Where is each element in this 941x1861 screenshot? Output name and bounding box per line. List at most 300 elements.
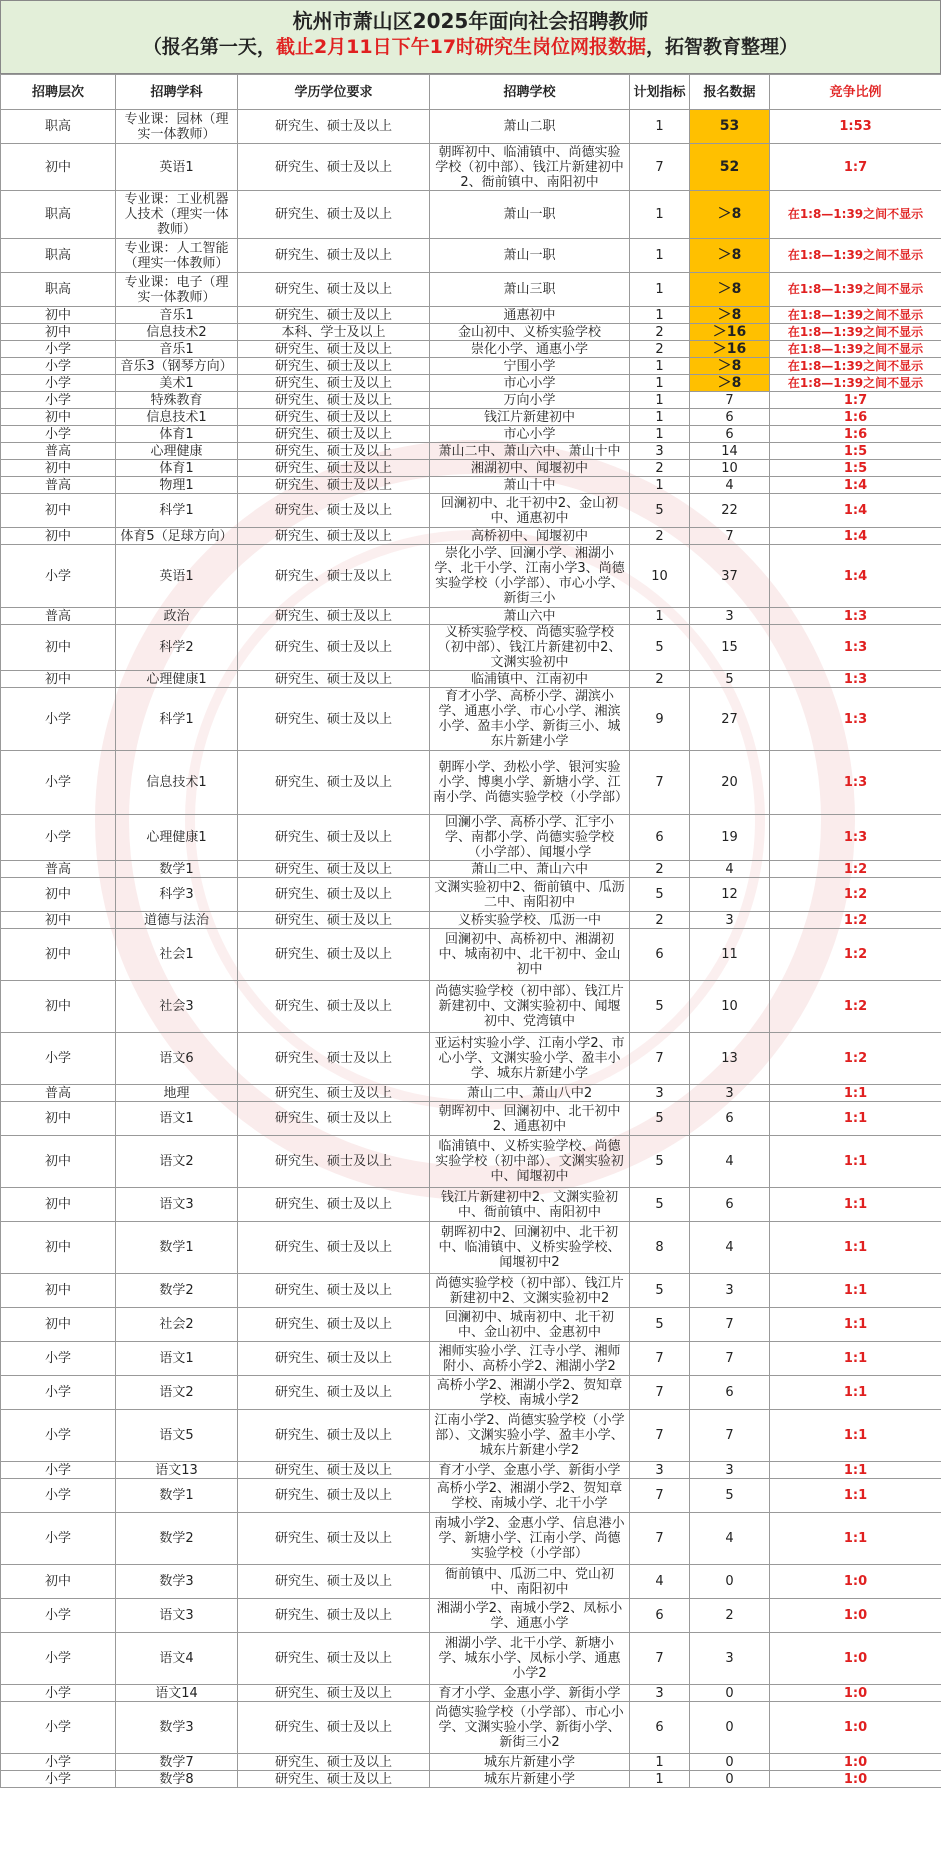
cell-plan: 1 — [630, 1771, 690, 1788]
cell-education: 研究生、硕士及以上 — [238, 1479, 430, 1513]
cell-level: 初中 — [1, 929, 116, 981]
cell-subject: 语文4 — [116, 1633, 238, 1685]
cell-plan: 2 — [630, 460, 690, 477]
cell-level: 小学 — [1, 1376, 116, 1410]
col-header-level: 招聘层次 — [1, 75, 116, 110]
cell-education: 研究生、硕士及以上 — [238, 545, 430, 608]
table-row — [1, 1308, 941, 1342]
cell-education: 研究生、硕士及以上 — [238, 1102, 430, 1136]
page-header — [0, 0, 941, 74]
cell-school: 万向小学 — [430, 392, 630, 409]
cell-subject: 专业课：园林（理实一体教师） — [116, 110, 238, 144]
cell-applicants: ＞16 — [690, 341, 770, 358]
cell-plan: 1 — [630, 608, 690, 625]
cell-applicants: 14 — [690, 443, 770, 460]
cell-level: 初中 — [1, 981, 116, 1033]
cell-school: 育才小学、金惠小学、新街小学 — [430, 1462, 630, 1479]
cell-applicants: 0 — [690, 1754, 770, 1771]
cell-education: 研究生、硕士及以上 — [238, 878, 430, 912]
cell-applicants: 3 — [690, 1633, 770, 1685]
table-row — [1, 324, 941, 341]
cell-applicants: 3 — [690, 1274, 770, 1308]
cell-school: 萧山二中、萧山六中、萧山十中 — [430, 443, 630, 460]
cell-plan: 5 — [630, 1102, 690, 1136]
cell-plan: 1 — [630, 426, 690, 443]
cell-applicants: 4 — [690, 1513, 770, 1565]
cell-level: 初中 — [1, 1565, 116, 1599]
cell-subject: 科学2 — [116, 625, 238, 671]
cell-school: 高桥初中、闻堰初中 — [430, 528, 630, 545]
cell-ratio: 1:4 — [770, 545, 941, 608]
cell-plan: 6 — [630, 815, 690, 861]
cell-ratio: 1:2 — [770, 929, 941, 981]
cell-subject: 政治 — [116, 608, 238, 625]
cell-education: 研究生、硕士及以上 — [238, 1702, 430, 1754]
cell-school: 南城小学2、金惠小学、信息港小学、新塘小学、江南小学、尚德实验学校（小学部） — [430, 1513, 630, 1565]
cell-education: 研究生、硕士及以上 — [238, 688, 430, 751]
cell-education: 研究生、硕士及以上 — [238, 1462, 430, 1479]
cell-ratio: 1:3 — [770, 608, 941, 625]
table-body — [1, 110, 941, 1788]
cell-level: 小学 — [1, 426, 116, 443]
cell-plan: 5 — [630, 625, 690, 671]
cell-applicants: 37 — [690, 545, 770, 608]
cell-level: 小学 — [1, 1702, 116, 1754]
table-row — [1, 1342, 941, 1376]
cell-plan: 1 — [630, 375, 690, 392]
table-row — [1, 426, 941, 443]
cell-subject: 语文2 — [116, 1376, 238, 1410]
cell-level: 初中 — [1, 409, 116, 426]
cell-applicants: 53 — [690, 110, 770, 144]
cell-plan: 5 — [630, 494, 690, 528]
cell-school: 回澜初中、高桥初中、湘湖初中、城南初中、北干初中、金山初中 — [430, 929, 630, 981]
cell-subject: 数学8 — [116, 1771, 238, 1788]
cell-subject: 语文6 — [116, 1033, 238, 1085]
cell-school: 市心小学 — [430, 426, 630, 443]
cell-education: 研究生、硕士及以上 — [238, 625, 430, 671]
cell-education: 研究生、硕士及以上 — [238, 751, 430, 815]
cell-education: 研究生、硕士及以上 — [238, 671, 430, 688]
cell-applicants: ＞8 — [690, 273, 770, 307]
cell-level: 小学 — [1, 358, 116, 375]
cell-subject: 科学1 — [116, 688, 238, 751]
cell-level: 小学 — [1, 1771, 116, 1788]
cell-level: 小学 — [1, 1599, 116, 1633]
cell-ratio: 1:0 — [770, 1754, 941, 1771]
cell-school: 宁围小学 — [430, 358, 630, 375]
cell-ratio: 1:3 — [770, 688, 941, 751]
cell-level: 普高 — [1, 477, 116, 494]
cell-education: 研究生、硕士及以上 — [238, 358, 430, 375]
cell-applicants: ＞8 — [690, 358, 770, 375]
cell-ratio: 1:5 — [770, 443, 941, 460]
cell-level: 初中 — [1, 494, 116, 528]
cell-ratio: 1:1 — [770, 1462, 941, 1479]
cell-school: 湘湖小学、北干小学、新塘小学、城东小学、凤标小学、通惠小学2 — [430, 1633, 630, 1685]
cell-plan: 2 — [630, 671, 690, 688]
cell-applicants: 20 — [690, 751, 770, 815]
cell-level: 职高 — [1, 239, 116, 273]
table-row — [1, 110, 941, 144]
cell-subject: 音乐3（钢琴方向） — [116, 358, 238, 375]
cell-ratio: 1:1 — [770, 1222, 941, 1274]
cell-level: 初中 — [1, 878, 116, 912]
cell-education: 研究生、硕士及以上 — [238, 929, 430, 981]
table-row — [1, 1754, 941, 1771]
table-row — [1, 1565, 941, 1599]
table-row — [1, 929, 941, 981]
cell-ratio: 1:2 — [770, 878, 941, 912]
cell-ratio: 1:1 — [770, 1342, 941, 1376]
cell-education: 研究生、硕士及以上 — [238, 1085, 430, 1102]
cell-education: 研究生、硕士及以上 — [238, 1222, 430, 1274]
col-header-applicants: 报名数据 — [690, 75, 770, 110]
cell-ratio: 1:1 — [770, 1513, 941, 1565]
cell-applicants: ＞8 — [690, 191, 770, 239]
cell-subject: 音乐1 — [116, 307, 238, 324]
col-header-school: 招聘学校 — [430, 75, 630, 110]
cell-education: 研究生、硕士及以上 — [238, 1274, 430, 1308]
cell-ratio: 1:6 — [770, 426, 941, 443]
table-header-row — [1, 75, 941, 110]
cell-subject: 数学3 — [116, 1702, 238, 1754]
cell-applicants: 10 — [690, 981, 770, 1033]
cell-level: 职高 — [1, 273, 116, 307]
cell-subject: 数学1 — [116, 861, 238, 878]
table-row — [1, 191, 941, 239]
cell-subject: 社会1 — [116, 929, 238, 981]
cell-applicants: 3 — [690, 1462, 770, 1479]
table-row — [1, 358, 941, 375]
cell-level: 小学 — [1, 1462, 116, 1479]
cell-level: 初中 — [1, 912, 116, 929]
cell-school: 湘师实验小学、江寺小学、湘师附小、高桥小学2、湘湖小学2 — [430, 1342, 630, 1376]
cell-applicants: 10 — [690, 460, 770, 477]
cell-level: 普高 — [1, 443, 116, 460]
cell-subject: 社会3 — [116, 981, 238, 1033]
table-row — [1, 1685, 941, 1702]
cell-applicants: 3 — [690, 608, 770, 625]
cell-school: 城东片新建小学 — [430, 1771, 630, 1788]
cell-level: 职高 — [1, 110, 116, 144]
cell-applicants: 0 — [690, 1771, 770, 1788]
col-header-plan: 计划指标 — [630, 75, 690, 110]
cell-subject: 社会2 — [116, 1308, 238, 1342]
table-row — [1, 1462, 941, 1479]
cell-level: 普高 — [1, 1085, 116, 1102]
cell-plan: 5 — [630, 981, 690, 1033]
cell-ratio: 在1:8—1:39之间不显示 — [770, 324, 941, 341]
cell-plan: 1 — [630, 358, 690, 375]
cell-school: 尚德实验学校（小学部）、市心小学、文渊实验小学、新街小学、新街三小2 — [430, 1702, 630, 1754]
cell-ratio: 1:1 — [770, 1188, 941, 1222]
cell-plan: 7 — [630, 1033, 690, 1085]
cell-school: 钱江片新建初中2、文渊实验初中、衙前镇中、南阳初中 — [430, 1188, 630, 1222]
cell-subject: 语文2 — [116, 1136, 238, 1188]
cell-education: 研究生、硕士及以上 — [238, 1513, 430, 1565]
cell-level: 小学 — [1, 751, 116, 815]
cell-school: 萧山一职 — [430, 239, 630, 273]
cell-school: 崇化小学、回澜小学、湘湖小学、北干小学、江南小学3、尚德实验学校（小学部）、市心小学、新街三小 — [430, 545, 630, 608]
cell-school: 萧山二中、萧山八中2 — [430, 1085, 630, 1102]
cell-school: 高桥小学2、湘湖小学2、贺知章学校、南城小学、北干小学 — [430, 1479, 630, 1513]
cell-plan: 5 — [630, 1188, 690, 1222]
cell-plan: 1 — [630, 239, 690, 273]
cell-applicants: 6 — [690, 1188, 770, 1222]
cell-applicants: 4 — [690, 1222, 770, 1274]
table-row — [1, 409, 941, 426]
col-header-subject: 招聘学科 — [116, 75, 238, 110]
cell-level: 初中 — [1, 625, 116, 671]
cell-plan: 5 — [630, 878, 690, 912]
cell-plan: 3 — [630, 1085, 690, 1102]
cell-applicants: 52 — [690, 144, 770, 191]
table-row — [1, 239, 941, 273]
cell-subject: 音乐1 — [116, 341, 238, 358]
cell-plan: 10 — [630, 545, 690, 608]
cell-subject: 语文1 — [116, 1342, 238, 1376]
cell-applicants: 7 — [690, 1410, 770, 1462]
cell-subject: 专业课：电子（理实一体教师） — [116, 273, 238, 307]
cell-plan: 7 — [630, 1479, 690, 1513]
cell-school: 回澜初中、城南初中、北干初中、金山初中、金惠初中 — [430, 1308, 630, 1342]
cell-ratio: 在1:8—1:39之间不显示 — [770, 358, 941, 375]
cell-plan: 2 — [630, 912, 690, 929]
cell-plan: 2 — [630, 341, 690, 358]
cell-education: 研究生、硕士及以上 — [238, 981, 430, 1033]
cell-education: 研究生、硕士及以上 — [238, 1342, 430, 1376]
cell-ratio: 1:3 — [770, 751, 941, 815]
cell-subject: 语文3 — [116, 1599, 238, 1633]
table-row — [1, 1222, 941, 1274]
cell-applicants: 0 — [690, 1685, 770, 1702]
cell-school: 回澜初中、北干初中2、金山初中、通惠初中 — [430, 494, 630, 528]
cell-school: 萧山十中 — [430, 477, 630, 494]
cell-education: 本科、学士及以上 — [238, 324, 430, 341]
cell-level: 初中 — [1, 324, 116, 341]
table-row — [1, 608, 941, 625]
table-row — [1, 144, 941, 191]
cell-education: 研究生、硕士及以上 — [238, 1188, 430, 1222]
cell-education: 研究生、硕士及以上 — [238, 409, 430, 426]
cell-plan: 6 — [630, 1702, 690, 1754]
cell-plan: 5 — [630, 1274, 690, 1308]
table-row — [1, 1085, 941, 1102]
cell-applicants: 7 — [690, 392, 770, 409]
cell-ratio: 1:2 — [770, 981, 941, 1033]
cell-education: 研究生、硕士及以上 — [238, 861, 430, 878]
cell-education: 研究生、硕士及以上 — [238, 1410, 430, 1462]
cell-applicants: 2 — [690, 1599, 770, 1633]
cell-ratio: 1:1 — [770, 1274, 941, 1308]
cell-subject: 科学1 — [116, 494, 238, 528]
cell-level: 小学 — [1, 341, 116, 358]
table-row — [1, 1479, 941, 1513]
cell-education: 研究生、硕士及以上 — [238, 477, 430, 494]
cell-plan: 3 — [630, 1462, 690, 1479]
cell-school: 朝晖小学、劲松小学、银河实验小学、博奥小学、新塘小学、江南小学、尚德实验学校（小学部） — [430, 751, 630, 815]
cell-subject: 语文13 — [116, 1462, 238, 1479]
table-row — [1, 545, 941, 608]
cell-level: 初中 — [1, 460, 116, 477]
cell-level: 初中 — [1, 144, 116, 191]
cell-plan: 9 — [630, 688, 690, 751]
cell-education: 研究生、硕士及以上 — [238, 1754, 430, 1771]
cell-school: 通惠初中 — [430, 307, 630, 324]
cell-school: 萧山六中 — [430, 608, 630, 625]
cell-applicants: 3 — [690, 912, 770, 929]
cell-level: 初中 — [1, 671, 116, 688]
table-row — [1, 1633, 941, 1685]
cell-subject: 体育5（足球方向） — [116, 528, 238, 545]
cell-applicants: 6 — [690, 409, 770, 426]
table-row — [1, 1136, 941, 1188]
col-header-ratio: 竞争比例 — [770, 75, 941, 110]
cell-education: 研究生、硕士及以上 — [238, 443, 430, 460]
cell-subject: 数学2 — [116, 1513, 238, 1565]
table-row — [1, 1771, 941, 1788]
cell-ratio: 1:2 — [770, 1033, 941, 1085]
cell-plan: 1 — [630, 110, 690, 144]
cell-applicants: 4 — [690, 1136, 770, 1188]
cell-applicants: 13 — [690, 1033, 770, 1085]
cell-level: 小学 — [1, 815, 116, 861]
cell-subject: 美术1 — [116, 375, 238, 392]
cell-school: 萧山一职 — [430, 191, 630, 239]
cell-plan: 1 — [630, 409, 690, 426]
cell-school: 萧山二中、萧山六中 — [430, 861, 630, 878]
cell-plan: 2 — [630, 528, 690, 545]
cell-ratio: 1:6 — [770, 409, 941, 426]
cell-plan: 7 — [630, 1342, 690, 1376]
cell-school: 市心小学 — [430, 375, 630, 392]
cell-applicants: ＞8 — [690, 375, 770, 392]
cell-level: 初中 — [1, 1136, 116, 1188]
cell-subject: 心理健康 — [116, 443, 238, 460]
cell-school: 崇化小学、通惠小学 — [430, 341, 630, 358]
cell-school: 湘湖初中、闻堰初中 — [430, 460, 630, 477]
cell-ratio: 1:0 — [770, 1599, 941, 1633]
cell-applicants: 7 — [690, 1342, 770, 1376]
cell-ratio: 1:2 — [770, 861, 941, 878]
cell-ratio: 1:1 — [770, 1085, 941, 1102]
cell-ratio: 1:4 — [770, 494, 941, 528]
cell-applicants: 6 — [690, 1102, 770, 1136]
cell-education: 研究生、硕士及以上 — [238, 426, 430, 443]
table-row — [1, 1033, 941, 1085]
cell-ratio: 1:3 — [770, 625, 941, 671]
cell-applicants: ＞16 — [690, 324, 770, 341]
cell-school: 钱江片新建初中 — [430, 409, 630, 426]
cell-ratio: 1:4 — [770, 528, 941, 545]
cell-ratio: 1:1 — [770, 1136, 941, 1188]
cell-education: 研究生、硕士及以上 — [238, 815, 430, 861]
cell-applicants: 22 — [690, 494, 770, 528]
cell-subject: 数学3 — [116, 1565, 238, 1599]
cell-plan: 5 — [630, 1308, 690, 1342]
cell-applicants: 0 — [690, 1702, 770, 1754]
cell-subject: 英语1 — [116, 144, 238, 191]
cell-education: 研究生、硕士及以上 — [238, 1033, 430, 1085]
cell-school: 尚德实验学校（初中部）、钱江片新建初中2、文渊实验初中2 — [430, 1274, 630, 1308]
cell-applicants: 12 — [690, 878, 770, 912]
cell-subject: 体育1 — [116, 426, 238, 443]
cell-ratio: 1:1 — [770, 1102, 941, 1136]
table-row — [1, 528, 941, 545]
cell-plan: 6 — [630, 1599, 690, 1633]
cell-ratio: 1:2 — [770, 912, 941, 929]
cell-subject: 道德与法治 — [116, 912, 238, 929]
cell-plan: 7 — [630, 1410, 690, 1462]
cell-subject: 语文14 — [116, 1685, 238, 1702]
cell-education: 研究生、硕士及以上 — [238, 1599, 430, 1633]
page-title: 杭州市萧山区2025年面向社会招聘教师 — [292, 9, 649, 33]
cell-school: 朝晖初中、回澜初中、北干初中2、通惠初中 — [430, 1102, 630, 1136]
cell-education: 研究生、硕士及以上 — [238, 273, 430, 307]
cell-school: 回澜小学、高桥小学、汇宇小学、南都小学、尚德实验学校（小学部）、闻堰小学 — [430, 815, 630, 861]
cell-education: 研究生、硕士及以上 — [238, 1376, 430, 1410]
col-header-education: 学历学位要求 — [238, 75, 430, 110]
table-row — [1, 494, 941, 528]
cell-school: 临浦镇中、义桥实验学校、尚德实验学校（初中部）、文渊实验初中、闻堰初中 — [430, 1136, 630, 1188]
table-row — [1, 375, 941, 392]
table-row — [1, 392, 941, 409]
cell-school: 文渊实验初中2、衙前镇中、瓜沥二中、南阳初中 — [430, 878, 630, 912]
cell-education: 研究生、硕士及以上 — [238, 392, 430, 409]
cell-ratio: 1:1 — [770, 1410, 941, 1462]
table-row — [1, 878, 941, 912]
cell-education: 研究生、硕士及以上 — [238, 1136, 430, 1188]
cell-subject: 专业课：人工智能（理实一体教师） — [116, 239, 238, 273]
cell-plan: 7 — [630, 1513, 690, 1565]
cell-education: 研究生、硕士及以上 — [238, 1633, 430, 1685]
cell-subject: 特殊教育 — [116, 392, 238, 409]
cell-education: 研究生、硕士及以上 — [238, 460, 430, 477]
cell-level: 普高 — [1, 608, 116, 625]
cell-school: 育才小学、金惠小学、新街小学 — [430, 1685, 630, 1702]
table-row — [1, 1599, 941, 1633]
cell-ratio: 1:0 — [770, 1702, 941, 1754]
cell-subject: 心理健康1 — [116, 815, 238, 861]
cell-ratio: 1:3 — [770, 671, 941, 688]
cell-applicants: 4 — [690, 477, 770, 494]
cell-school: 城东片新建小学 — [430, 1754, 630, 1771]
table-row — [1, 912, 941, 929]
cell-school: 亚运村实验小学、江南小学2、市心小学、文渊实验小学、盈丰小学、城东片新建小学 — [430, 1033, 630, 1085]
cell-subject: 专业课：工业机器人技术（理实一体教师） — [116, 191, 238, 239]
cell-education: 研究生、硕士及以上 — [238, 1771, 430, 1788]
cell-level: 初中 — [1, 1274, 116, 1308]
cell-applicants: 27 — [690, 688, 770, 751]
cell-level: 小学 — [1, 1685, 116, 1702]
cell-school: 金山初中、义桥实验学校 — [430, 324, 630, 341]
cell-school: 义桥实验学校、瓜沥一中 — [430, 912, 630, 929]
cell-ratio: 1:0 — [770, 1633, 941, 1685]
cell-ratio: 1:7 — [770, 144, 941, 191]
table-row — [1, 307, 941, 324]
cell-applicants: 15 — [690, 625, 770, 671]
table-row — [1, 688, 941, 751]
cell-school: 萧山三职 — [430, 273, 630, 307]
cell-subject: 科学3 — [116, 878, 238, 912]
cell-level: 小学 — [1, 1342, 116, 1376]
table-row — [1, 1102, 941, 1136]
cell-education: 研究生、硕士及以上 — [238, 1565, 430, 1599]
table-row — [1, 341, 941, 358]
cell-plan: 3 — [630, 1685, 690, 1702]
table-row — [1, 981, 941, 1033]
